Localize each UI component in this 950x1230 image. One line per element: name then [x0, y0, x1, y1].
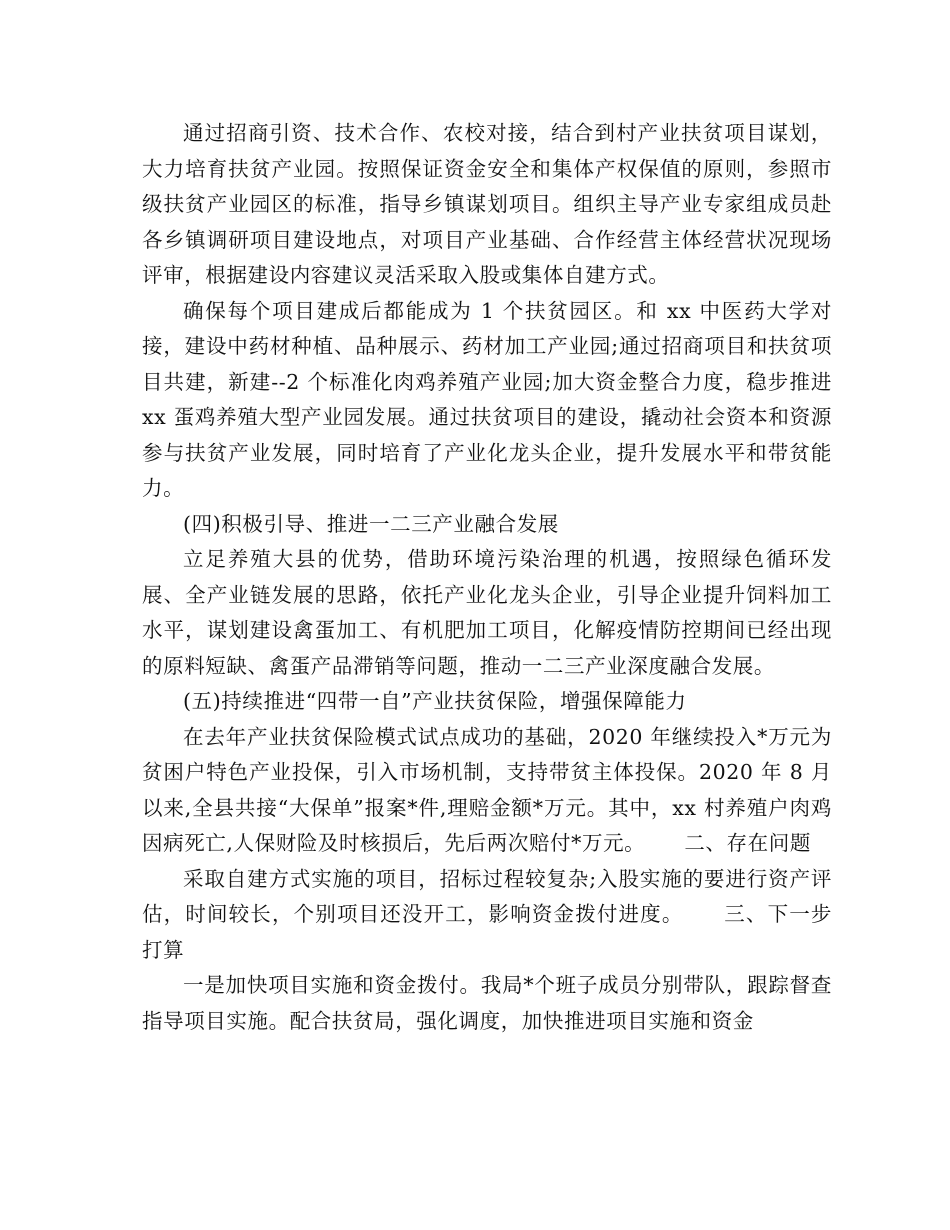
paragraph-industry-integration: 立足养殖大县的优势，借助环境污染治理的机遇，按照绿色循环发展、全产业链发展的思路，依托产业化龙头企业，引导企业提升饲料加工水平，谋划建设禽蛋加工、有机肥加工项目，化解疫情防控期间已经出现的原料短缺、禽蛋产品滞销等问题，推动一二三产业深度融合发展。 — [142, 547, 832, 678]
section-heading-four: (四)积极引导、推进一二三产业融合发展 — [183, 511, 559, 536]
paragraph-next-steps: 一是加快项目实施和资金拨付。我局*个班子成员分别带队，跟踪督查指导项目实施。配合扶贫局，强化调度，加快推进项目实施和资金 — [142, 973, 832, 1033]
paragraph-insurance: 在去年产业扶贫保险模式试点成功的基础，2020 年继续投入*万元为贫困户特色产业投保，引入市场机制，支持带贫主体投保。2020 年 8 月以来,全县共接“大保单”报案*件,理赔金额*万元。其中，xx 村养殖户肉鸡因病死亡,人保财险及时核损后，先后两次赔付*万元。 二、存在问题 — [142, 724, 832, 855]
paragraph-problems: 采取自建方式实施的项目，招标过程较复杂;入股实施的要进行资产评估，时间较长，个别项目还没开工，影响资金拨付进度。 三、下一步打算 — [142, 866, 832, 962]
paragraph-industrial-park: 通过招商引资、技术合作、农校对接，结合到村产业扶贫项目谋划，大力培育扶贫产业园。按照保证资金安全和集体产权保值的原则，参照市级扶贫产业园区的标准，指导乡镇谋划项目。组织主导产业专家组成员赴各乡镇调研项目建设地点，对项目产业基础、合作经营主体经营状况现场评审，根据建设内容建议灵活采取入股或集体自建方式。 — [142, 121, 832, 287]
document-page — [142, 116, 832, 1039]
section-heading-five: (五)持续推进“四带一自”产业扶贫保险，增强保障能力 — [183, 689, 687, 713]
paragraph-park-construction: 确保每个项目建成后都能成为 1 个扶贫园区。和 xx 中医药大学对接，建设中药材种植、品种展示、药材加工产业园;通过招商项目和扶贫项目共建，新建--2 个标准化肉鸡养殖产业园;加大资金整合力度，稳步推进 xx 蛋鸡养殖大型产业园发展。通过扶贫项目的建设，撬动社会资本和资源参与扶贫产业发展，同时培育了产业化龙头企业，提升发展水平和带贫能力。 — [142, 298, 832, 500]
